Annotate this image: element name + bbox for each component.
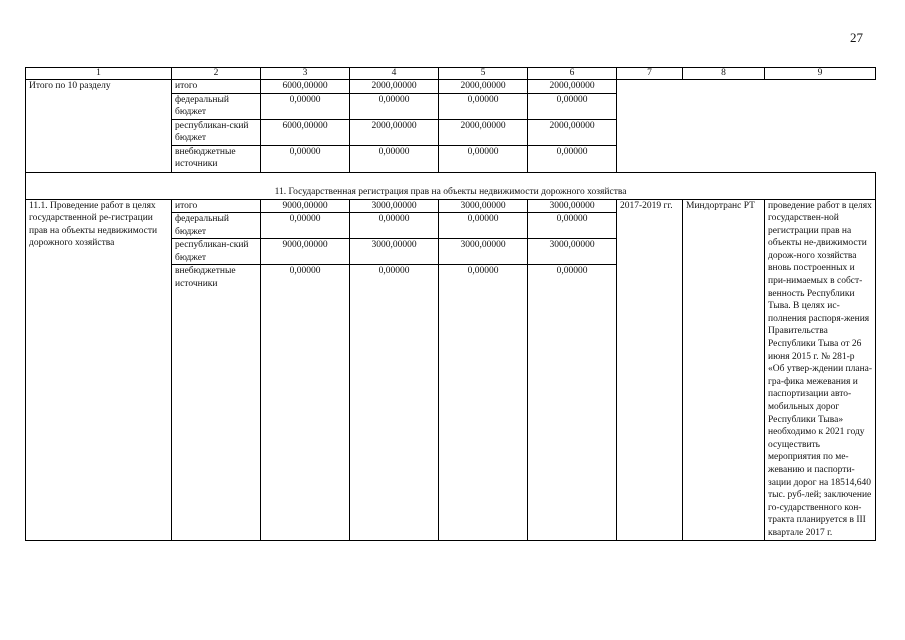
value-cell: 3000,00000: [528, 239, 617, 265]
section-heading-row: [26, 184, 876, 199]
funding-source: итого: [172, 199, 261, 213]
value-cell: 0,00000: [261, 265, 350, 541]
empty-cell: [617, 80, 876, 173]
value-cell: 9000,00000: [261, 199, 350, 213]
value-cell: 2000,00000: [350, 119, 439, 145]
result-cell: проведение работ в целях государствен-ной регистрации прав на объекты не-движимости дорож-ного хозяйства вновь построенных и при-нимаемых в собст-венность Республики Тыва. В целях ис-полнения распоря-жения Правительства Республики Тыва от 26 июня 2015 г. № 281-р «Об утвер-ждении плана-гра-фика межевания и паспортизации авто-мобильных дорог Республики Тыва» необходимо к 2021 году осуществить мероприятия по ме-жеванию и паспорти-зации дорог на 18514,640 тыс. руб-лей; заключение го-сударственного кон-тракта планируется в III квартале 2017 г.: [765, 199, 876, 540]
executor-cell: Миндортранс РТ: [683, 199, 765, 540]
value-cell: 0,00000: [261, 213, 350, 239]
value-cell: 2000,00000: [528, 119, 617, 145]
value-cell: 0,00000: [261, 145, 350, 172]
column-header: 9: [765, 68, 876, 80]
column-header: 8: [683, 68, 765, 80]
value-cell: 0,00000: [439, 93, 528, 119]
value-cell: 0,00000: [439, 145, 528, 172]
value-cell: 0,00000: [528, 265, 617, 541]
value-cell: 0,00000: [528, 145, 617, 172]
item-title: 11.1. Проведение работ в целях государственной ре-гистрации прав на объекты недвижимости дорожного хозяйства: [26, 199, 172, 540]
value-cell: 3000,00000: [350, 239, 439, 265]
period-cell: 2017-2019 гг.: [617, 199, 683, 540]
section11-heading: 11. Государственная регистрация прав на объекты недвижимости дорожного хозяйства: [26, 184, 876, 199]
value-cell: 0,00000: [261, 93, 350, 119]
value-cell: 0,00000: [350, 145, 439, 172]
value-cell: 2000,00000: [439, 80, 528, 94]
table-row: [26, 199, 876, 213]
column-header: 6: [528, 68, 617, 80]
table-row: [26, 80, 876, 94]
value-cell: 9000,00000: [261, 239, 350, 265]
funding-source: итого: [172, 80, 261, 94]
column-header-row: [26, 68, 876, 80]
value-cell: 0,00000: [350, 265, 439, 541]
spacer-row: [26, 172, 876, 184]
column-header: 7: [617, 68, 683, 80]
spacer-cell: [26, 172, 876, 184]
funding-source: внебюджетные источники: [172, 145, 261, 172]
column-header: 5: [439, 68, 528, 80]
value-cell: 0,00000: [528, 213, 617, 239]
funding-source: республикан-ский бюджет: [172, 119, 261, 145]
value-cell: 6000,00000: [261, 119, 350, 145]
value-cell: 0,00000: [350, 93, 439, 119]
funding-source: федеральный бюджет: [172, 213, 261, 239]
value-cell: 0,00000: [528, 93, 617, 119]
funding-source: федеральный бюджет: [172, 93, 261, 119]
value-cell: 3000,00000: [439, 199, 528, 213]
value-cell: 2000,00000: [439, 119, 528, 145]
value-cell: 3000,00000: [350, 199, 439, 213]
value-cell: 0,00000: [439, 213, 528, 239]
column-header: 2: [172, 68, 261, 80]
value-cell: 3000,00000: [528, 199, 617, 213]
value-cell: 3000,00000: [439, 239, 528, 265]
value-cell: 2000,00000: [528, 80, 617, 94]
value-cell: 0,00000: [350, 213, 439, 239]
value-cell: 2000,00000: [350, 80, 439, 94]
program-table: [25, 67, 876, 541]
funding-source: республикан-ский бюджет: [172, 239, 261, 265]
page-number: 27: [850, 30, 863, 45]
column-header: 3: [261, 68, 350, 80]
column-header: 1: [26, 68, 172, 80]
column-header: 4: [350, 68, 439, 80]
section10-title: Итого по 10 разделу: [26, 80, 172, 173]
funding-source: внебюджетные источники: [172, 265, 261, 541]
value-cell: 0,00000: [439, 265, 528, 541]
value-cell: 6000,00000: [261, 80, 350, 94]
